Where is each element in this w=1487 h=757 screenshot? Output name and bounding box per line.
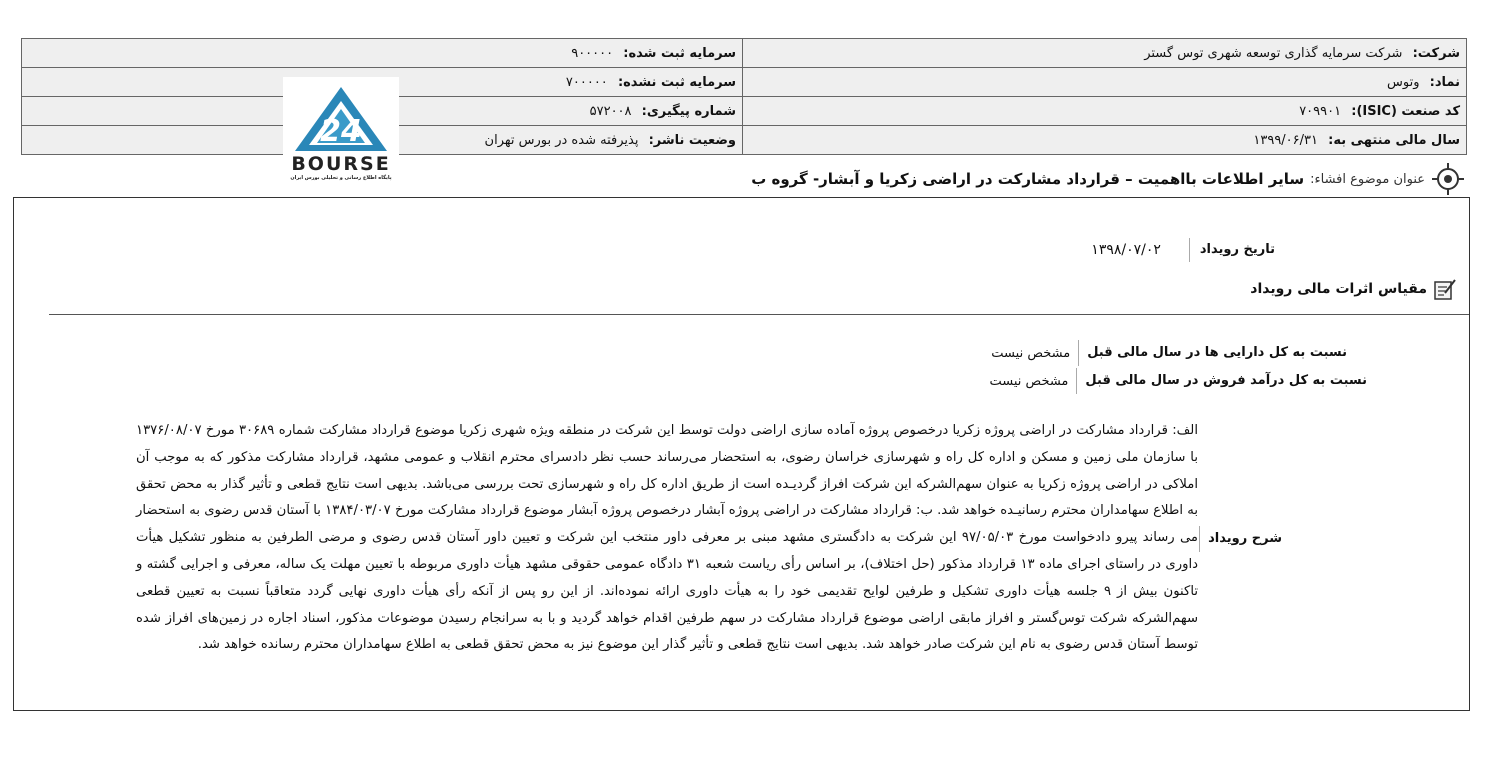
unregistered-capital-value: ۷۰۰۰۰۰: [565, 74, 608, 90]
isic-value: ۷۰۹۹۰۱: [1299, 103, 1342, 119]
info-row: [22, 39, 1467, 68]
financial-impact-heading: [1250, 274, 1457, 304]
logo-subtitle: پایگاه اطلاع رسانی و تحلیلی بورس ایران: [290, 175, 392, 181]
publisher-label: وضعیت ناشر:: [648, 132, 736, 148]
subject-label: عنوان موضوع افشاء:: [1310, 171, 1425, 187]
company-info-table: [21, 38, 1467, 155]
event-date-row: [1091, 238, 1275, 262]
event-date-value: ۱۳۹۸/۰۷/۰۲: [1091, 242, 1161, 258]
tracking-label: شماره پیگیری:: [641, 103, 736, 119]
ratio-assets-label: نسبت به کل دارایی ها در سال مالی قبل: [1078, 340, 1347, 366]
registered-capital-value: ۹۰۰۰۰۰: [571, 45, 614, 61]
bourse-logo-icon: [291, 83, 391, 155]
edit-document-icon: [1433, 277, 1457, 301]
svg-text:24: 24: [320, 114, 362, 149]
info-row: [22, 126, 1467, 155]
ratio-sales-label: نسبت به کل درآمد فروش در سال مالی قبل: [1076, 368, 1367, 394]
publisher-status: پذیرفته شده در بورس تهران: [484, 132, 639, 148]
registered-capital-label: سرمایه ثبت شده:: [623, 45, 736, 61]
event-date-label: تاریخ رویداد: [1189, 238, 1275, 262]
fiscal-value: ۱۳۹۹/۰۶/۳۱: [1253, 132, 1318, 148]
info-row: [22, 97, 1467, 126]
subject-row: [751, 160, 1465, 198]
subject-title: سایر اطلاعات بااهمیت – قرارداد مشارکت در اراضی زکریا و آبشار- گروه ب: [751, 170, 1305, 188]
event-panel: [13, 197, 1470, 711]
target-icon: [1431, 162, 1465, 196]
logo-text: BOURSE: [291, 153, 391, 175]
fiscal-cell: [743, 126, 1467, 155]
fiscal-label: سال مالی منتهی به:: [1328, 132, 1460, 148]
company-cell: [743, 39, 1467, 68]
bourse-logo: [283, 77, 399, 185]
event-description-label: شرح رویداد: [1199, 526, 1282, 552]
company-label: شرکت:: [1412, 45, 1460, 61]
section-divider: [49, 314, 1469, 315]
isic-label: کد صنعت (ISIC):: [1351, 103, 1460, 119]
ratio-sales-value: مشخص نیست: [989, 373, 1069, 389]
tracking-value: ۵۷۲۰۰۸: [589, 103, 632, 119]
unregistered-capital-label: سرمایه ثبت نشده:: [617, 74, 736, 90]
event-description-text: الف: قرارداد مشارکت در اراضی پروژه زکریا درخصوص پروژه آماده سازی اراضی دولت توسط این شرکت در منطقه ویژه شهری زکریا موضوع قرارداد مشارکت شماره ۳۰۶۸۹ مورخ ۱۳۷۶/۰۸/۰۷ با سازمان ملی زمین و مسکن و اداره کل راه و شهرسازی خراسان رضوی، به استحضار می‌رساند حسب نظر دادسرای محترم انقلاب و عمومی مشهد، قرارداد مشارکت مذکور که به موجب آن املاکی در اراضی پروژه زکریا به عنوان سهم‌الشرکه این شرکت افراز گردیـده است از طریق اداره کل راه و شهرسازی تحت بررسی می‌باشد. بدیهی است نتایج قطعی و تأثیر گذار به محض تحقق به اطلاع سهامداران محترم رسانیـده خواهد شد. ب: قرارداد مشارکت در اراضی پروژه آبشار درخصوص پروژه آبشار موضوع قرارداد مشارکت مورخ ۱۳۸۴/۰۳/۰۷ با آستان قدس رضوی به استحضار می رساند پیرو دادخواست مورخ ۹۷/۰۵/۰۳ این شرکت به دادگستری مشهد مبنی بر معرفی داور منتخب این شرکت و تعیین داور آستان قدس رضوی و مرضی الطرفین به منظور تشکیل هیأت داوری در راستای اجرای ماده ۱۳ قرارداد مذکور (حل اختلاف)، بر اساس رأی ریاست شعبه ۳۱ دادگاه عمومی حقوقی مشهد هیأت داوری مربوطه با تعیین مهلت یک ساله، معرفی و اجرایی گشته و تاکنون بیش از ۹ جلسه هیأت داوری تشکیل و طرفین لوایح تقدیمی خود را به هیأت داوری ارائه نموده‌اند. از این رو پس از آنکه رأی هیأت داوری نهایی گردد متعاقباً نسبت به تعیین قطعی سهم‌الشرکه شرکت توس‌گستر و افراز مابقی اراضی موضوع قرارداد مشارکت در سهم طرفین اقدام خواهد گردید و با به سرانجام رسیدن موضوعات مذکور، اسناد اجاره در زمین‌های افراز شده توسط آستان قدس رضوی به نام این شرکت صادر خواهد شد. بدیهی است نتایج قطعی و تأثیر گذار این موضوع نیز به محض تحقق قطعی به اطلاع سهامداران محترم رسانده خواهد شد.: [136, 423, 1199, 653]
ratio-assets-value: مشخص نیست: [991, 345, 1071, 361]
symbol-cell: [743, 68, 1467, 97]
financial-impact-title: مقیاس اثرات مالی رویداد: [1250, 281, 1427, 297]
registered-capital-cell: [22, 39, 743, 68]
symbol-value: وتوس: [1387, 74, 1420, 90]
ratio-assets-row: [991, 340, 1347, 366]
symbol-label: نماد:: [1429, 74, 1460, 90]
ratio-sales-row: [989, 368, 1367, 394]
isic-cell: [743, 97, 1467, 126]
company-name: شرکت سرمایه گذاری توسعه شهری توس گستر: [1144, 45, 1403, 61]
info-row: [22, 68, 1467, 97]
